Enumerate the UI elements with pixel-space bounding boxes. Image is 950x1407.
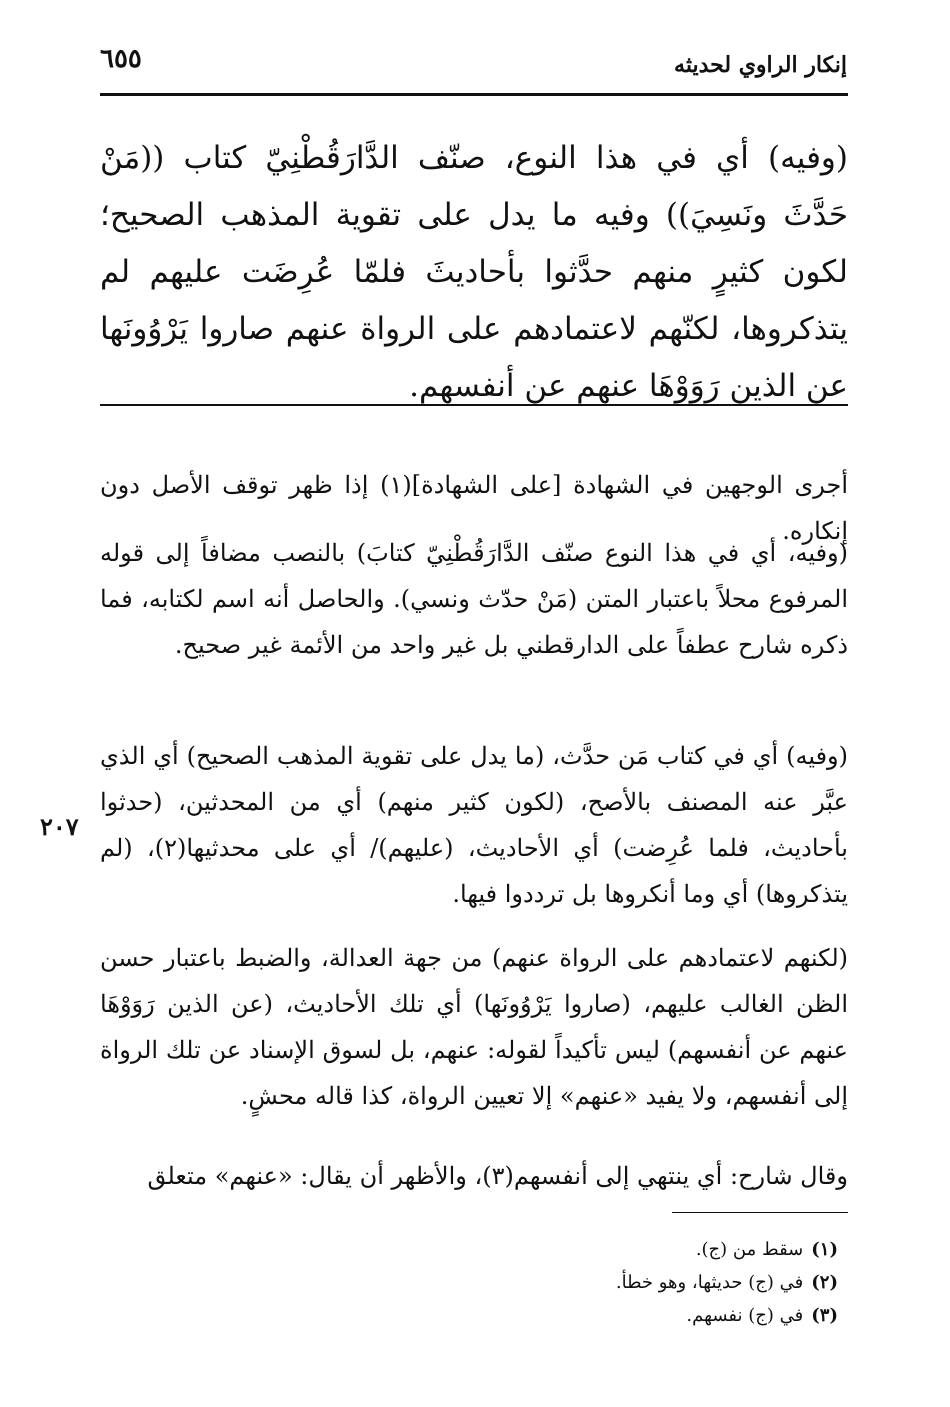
footnote-3 bbox=[338, 1299, 838, 1332]
header-rule bbox=[100, 93, 848, 96]
matn-paragraph: (وفيه) أي في هذا النوع، صنّف الدَّارَقُطْنِيّ كتاب ((مَنْ حَدَّثَ ونَسِيَ)) وفيه ما يدل على تقوية المذهب الصحيح؛ لكون كثيرٍ منهم حدَّثوا بأحاديثَ فلمّا عُرِضَت عليهم لم يتذكروها، لكنّهم لاعتمادهم على الرواة عنهم صاروا يَرْوُونَها عن الذين رَوَوْهَا عنهم عن أنفسهم. bbox=[100, 140, 848, 404]
footnotes bbox=[338, 1233, 838, 1332]
footnote-2 bbox=[338, 1266, 838, 1299]
commentary-paragraph-5: وقال شارح: أي ينتهي إلى أنفسهم(٣)، والأظهر أن يقال: «عنهم» متعلق bbox=[147, 1162, 848, 1190]
commentary-paragraph-1: أجرى الوجهين في الشهادة [على الشهادة](١) إذا ظهر توقف الأصل دون إنكاره. bbox=[100, 471, 848, 545]
commentary-paragraph-4: (لكنهم لاعتمادهم على الرواة عنهم) من جهة العدالة، والضبط باعتبار حسن الظن الغالب عليهم، (صاروا يَرْوُونَها) أي تلك الأحاديث، (عن الذين رَوَوْهَا عنهم عن أنفسهم) ليس تأكيداً لقوله: عنهم، بل لسوق الإسناد عن تلك الرواة إلى أنفسهم، ولا يفيد «عنهم» إلا تعيين الرواة، كذا قاله محشٍ. bbox=[100, 944, 848, 1110]
footnote-mark: (٢) bbox=[811, 1272, 838, 1293]
running-title: إنكار الراوي لحديثه bbox=[674, 52, 847, 78]
footnote-text: في (ج) نفسهم. bbox=[686, 1305, 804, 1326]
commentary-paragraph-3: (وفيه) أي في كتاب مَن حدَّث، (ما يدل على تقوية المذهب الصحيح) أي الذي عبَّر عنه المصنف بالأصح، (لكون كثير منهم) أي من المحدثين، (حدثوا بأحاديث، فلما عُرِضت) أي الأحاديث، (عليهم)/ أي على محدثيها(٢)، (لم يتذكروها) أي وما أنكروها بل ترددوا فيها. bbox=[100, 742, 848, 908]
manuscript-folio-number: ٢٠٧ bbox=[40, 812, 79, 841]
commentary-paragraph-2: (وفيه، أي في هذا النوع صنّف الدَّارَقُطْنِيّ كتابَ) بالنصب مضافاً إلى قوله المرفوع محلاً باعتبار المتن (مَنْ حدّث ونسي). والحاصل أنه اسم لكتابه، فما ذكره شارح عطفاً على الدارقطني بل غير واحد من الأئمة غير صحيح. bbox=[100, 539, 848, 659]
footnote-1 bbox=[338, 1233, 838, 1266]
footnote-mark: (١) bbox=[811, 1239, 838, 1260]
page-number: ٦٥٥ bbox=[100, 44, 142, 74]
section-divider bbox=[100, 404, 848, 406]
footnote-rule bbox=[672, 1212, 848, 1213]
footnote-text: سقط من (ج). bbox=[695, 1239, 804, 1260]
footnote-mark: (٣) bbox=[811, 1305, 838, 1326]
footnote-text: في (ج) حديثها، وهو خطأ. bbox=[615, 1272, 804, 1293]
